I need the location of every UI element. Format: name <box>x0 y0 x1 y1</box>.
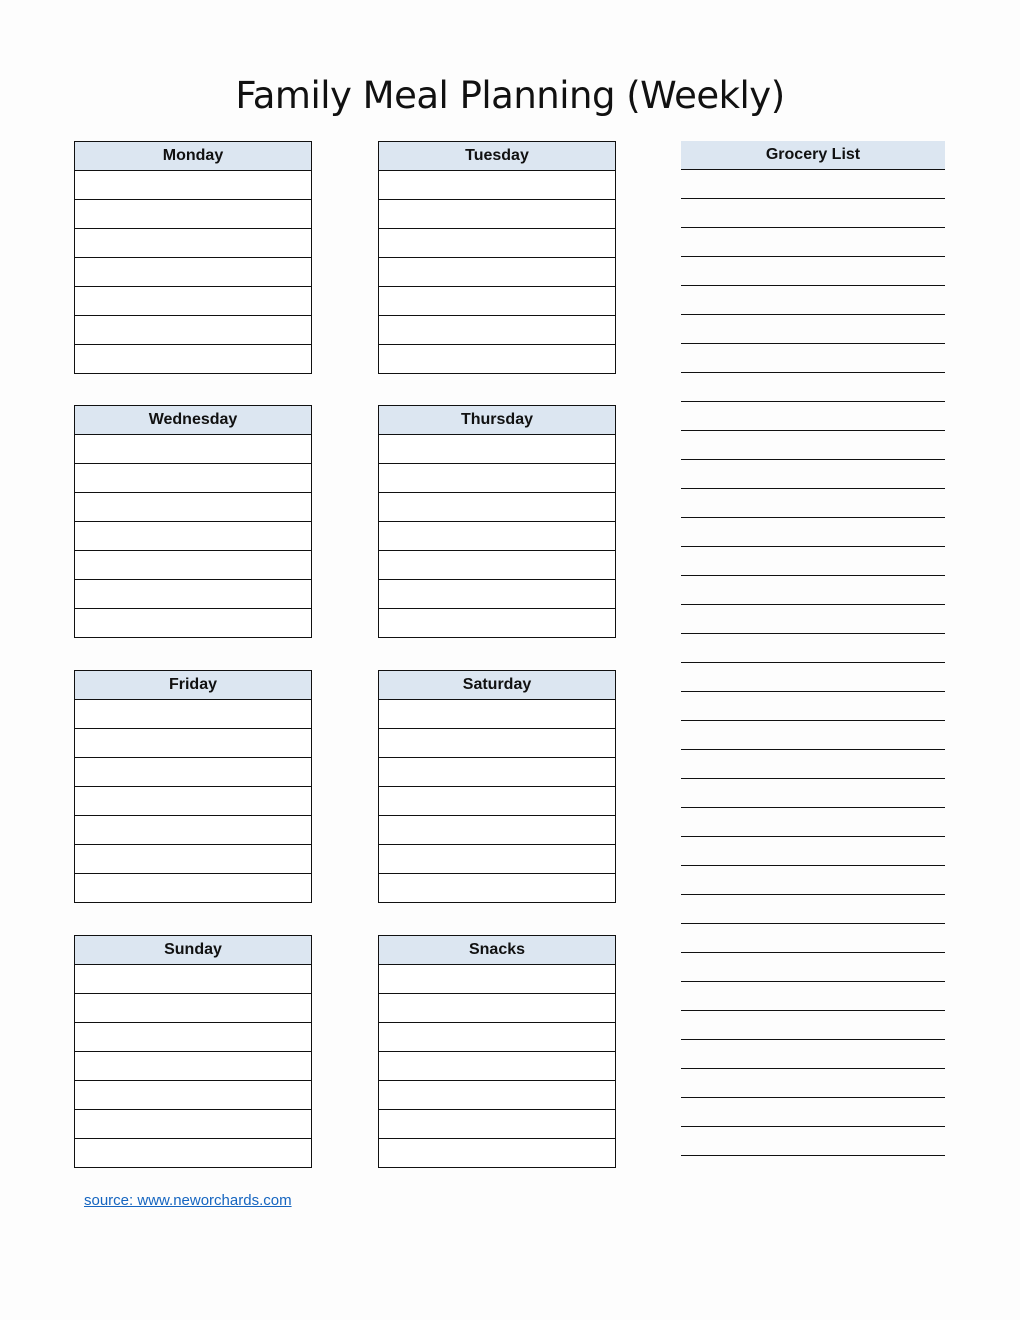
meal-entry-row[interactable] <box>75 287 311 316</box>
meal-block-sunday <box>74 935 312 1168</box>
meal-entry-row[interactable] <box>75 580 311 609</box>
meal-entry-row[interactable] <box>379 609 615 637</box>
meal-block-wednesday <box>74 405 312 638</box>
grocery-entry-row[interactable] <box>681 1011 945 1040</box>
grocery-entry-row[interactable] <box>681 315 945 344</box>
grocery-entry-row[interactable] <box>681 605 945 634</box>
meal-entry-row[interactable] <box>75 758 311 787</box>
grocery-entry-row[interactable] <box>681 576 945 605</box>
meal-entry-row[interactable] <box>379 580 615 609</box>
grocery-entry-row[interactable] <box>681 1127 945 1156</box>
meal-entry-row[interactable] <box>379 845 615 874</box>
grocery-entry-row[interactable] <box>681 460 945 489</box>
meal-entry-row[interactable] <box>75 229 311 258</box>
grocery-entry-row[interactable] <box>681 547 945 576</box>
meal-entry-row[interactable] <box>75 874 311 902</box>
meal-entry-row[interactable] <box>75 816 311 845</box>
grocery-entry-row[interactable] <box>681 953 945 982</box>
meal-entry-row[interactable] <box>75 522 311 551</box>
grocery-entry-row[interactable] <box>681 489 945 518</box>
meal-entry-row[interactable] <box>75 994 311 1023</box>
meal-entry-row[interactable] <box>75 493 311 522</box>
meal-entry-row[interactable] <box>75 464 311 493</box>
grocery-entry-row[interactable] <box>681 895 945 924</box>
meal-entry-row[interactable] <box>379 345 615 373</box>
source-link[interactable]: source: www.neworchards.com <box>84 1192 292 1209</box>
grocery-entry-row[interactable] <box>681 518 945 547</box>
grocery-entry-row[interactable] <box>681 344 945 373</box>
grocery-entry-row[interactable] <box>681 663 945 692</box>
meal-entry-row[interactable] <box>75 700 311 729</box>
grocery-entry-row[interactable] <box>681 721 945 750</box>
meal-entry-row[interactable] <box>379 816 615 845</box>
grocery-entry-row[interactable] <box>681 866 945 895</box>
meal-entry-row[interactable] <box>379 1139 615 1167</box>
grocery-entry-row[interactable] <box>681 228 945 257</box>
meal-entry-row[interactable] <box>379 965 615 994</box>
meal-entry-row[interactable] <box>379 700 615 729</box>
meal-entry-row[interactable] <box>379 1081 615 1110</box>
meal-block-thursday <box>378 405 616 638</box>
meal-entry-row[interactable] <box>379 522 615 551</box>
meal-block-saturday <box>378 670 616 903</box>
meal-entry-row[interactable] <box>379 758 615 787</box>
meal-entry-row[interactable] <box>379 200 615 229</box>
meal-block-monday <box>74 141 312 374</box>
day-header: Tuesday <box>379 142 615 171</box>
meal-entry-row[interactable] <box>379 1110 615 1139</box>
grocery-entry-row[interactable] <box>681 286 945 315</box>
meal-entry-row[interactable] <box>379 994 615 1023</box>
grocery-entry-row[interactable] <box>681 1040 945 1069</box>
meal-entry-row[interactable] <box>379 464 615 493</box>
meal-entry-row[interactable] <box>75 316 311 345</box>
meal-entry-row[interactable] <box>75 435 311 464</box>
grocery-entry-row[interactable] <box>681 750 945 779</box>
meal-entry-row[interactable] <box>75 258 311 287</box>
day-header: Wednesday <box>75 406 311 435</box>
grocery-entry-row[interactable] <box>681 373 945 402</box>
grocery-entry-row[interactable] <box>681 692 945 721</box>
meal-entry-row[interactable] <box>75 1139 311 1167</box>
meal-entry-row[interactable] <box>75 551 311 580</box>
meal-block-snacks <box>378 935 616 1168</box>
grocery-entry-row[interactable] <box>681 779 945 808</box>
meal-entry-row[interactable] <box>75 609 311 637</box>
grocery-entry-row[interactable] <box>681 837 945 866</box>
meal-entry-row[interactable] <box>75 171 311 200</box>
meal-entry-row[interactable] <box>75 345 311 373</box>
grocery-entry-row[interactable] <box>681 257 945 286</box>
meal-block-tuesday <box>378 141 616 374</box>
meal-entry-row[interactable] <box>75 1110 311 1139</box>
meal-entry-row[interactable] <box>379 787 615 816</box>
meal-entry-row[interactable] <box>379 874 615 902</box>
grocery-entry-row[interactable] <box>681 924 945 953</box>
meal-entry-row[interactable] <box>379 551 615 580</box>
meal-entry-row[interactable] <box>379 316 615 345</box>
grocery-entry-row[interactable] <box>681 1098 945 1127</box>
meal-entry-row[interactable] <box>379 729 615 758</box>
grocery-entry-row[interactable] <box>681 431 945 460</box>
meal-entry-row[interactable] <box>75 1081 311 1110</box>
meal-entry-row[interactable] <box>75 845 311 874</box>
grocery-entry-row[interactable] <box>681 170 945 199</box>
meal-entry-row[interactable] <box>379 171 615 200</box>
meal-entry-row[interactable] <box>75 965 311 994</box>
day-header: Friday <box>75 671 311 700</box>
grocery-list <box>681 141 945 1156</box>
meal-entry-row[interactable] <box>379 258 615 287</box>
day-header: Monday <box>75 142 311 171</box>
meal-entry-row[interactable] <box>75 1052 311 1081</box>
grocery-entry-row[interactable] <box>681 982 945 1011</box>
meal-entry-row[interactable] <box>379 287 615 316</box>
meal-entry-row[interactable] <box>75 729 311 758</box>
day-header: Snacks <box>379 936 615 965</box>
day-header: Sunday <box>75 936 311 965</box>
grocery-entry-row[interactable] <box>681 199 945 228</box>
page-title: Family Meal Planning (Weekly) <box>235 74 785 117</box>
meal-entry-row[interactable] <box>379 435 615 464</box>
meal-entry-row[interactable] <box>379 1052 615 1081</box>
meal-block-friday <box>74 670 312 903</box>
grocery-entry-row[interactable] <box>681 402 945 431</box>
day-header: Thursday <box>379 406 615 435</box>
meal-entry-row[interactable] <box>379 1023 615 1052</box>
grocery-entry-row[interactable] <box>681 634 945 663</box>
grocery-entry-row[interactable] <box>681 1069 945 1098</box>
meal-entry-row[interactable] <box>379 229 615 258</box>
meal-entry-row[interactable] <box>75 200 311 229</box>
grocery-list-header: Grocery List <box>681 141 945 170</box>
grocery-entry-row[interactable] <box>681 808 945 837</box>
meal-entry-row[interactable] <box>75 1023 311 1052</box>
day-header: Saturday <box>379 671 615 700</box>
meal-entry-row[interactable] <box>379 493 615 522</box>
meal-entry-row[interactable] <box>75 787 311 816</box>
